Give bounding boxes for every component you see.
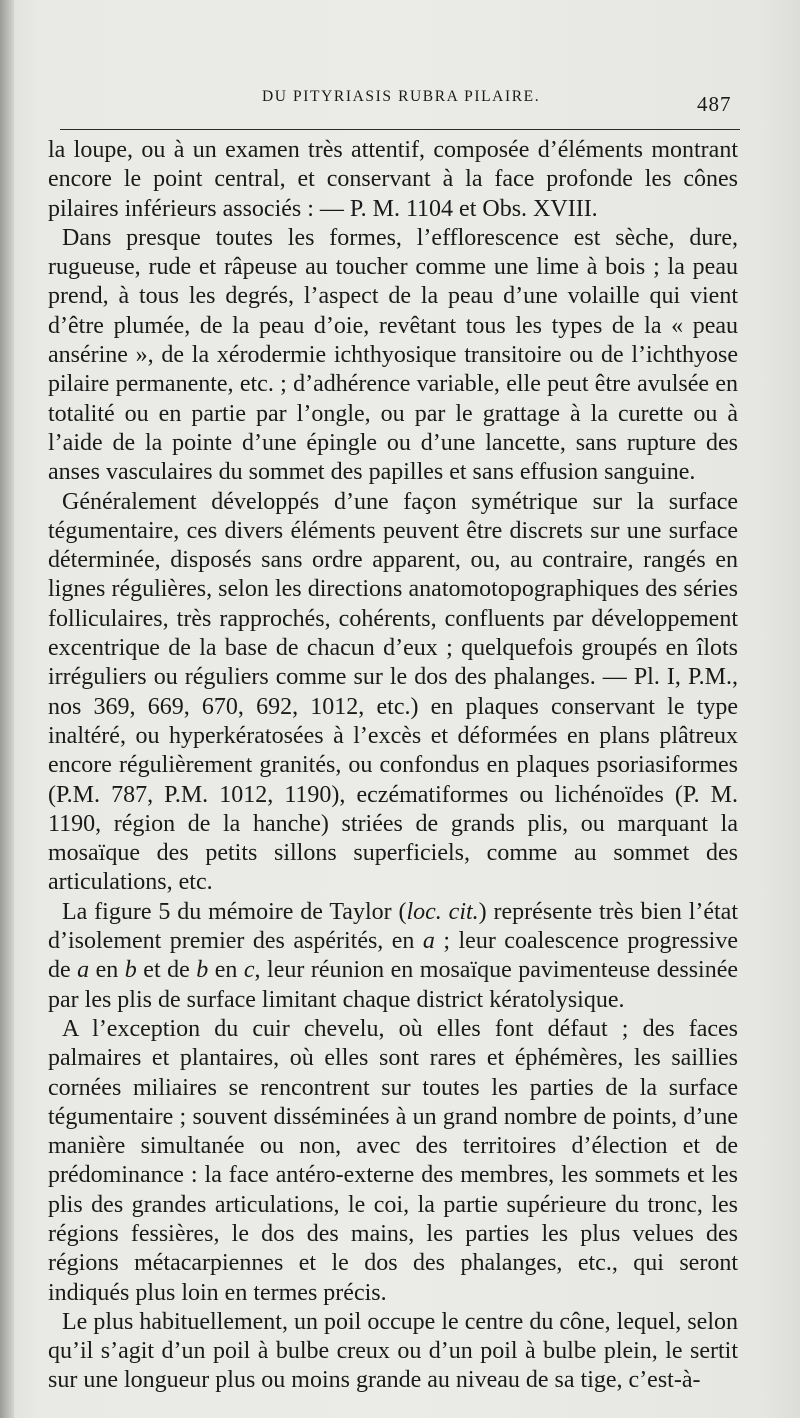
paragraph-3 xyxy=(48,488,738,898)
italic-run: loc. cit. xyxy=(406,898,479,925)
text-run: Le plus habituellement, un poil occupe le centre du cône, lequel, selon qu’il s’agit d’un poil à bulbe creux ou d’un poil à bulbe plein, le sertit sur une longueur plus ou moins grande au niveau de sa tige, c’est-à- xyxy=(48,1308,738,1394)
text-run: et de xyxy=(136,957,197,984)
body-text xyxy=(48,136,738,1396)
paragraph-4 xyxy=(48,898,738,1015)
text-run: Dans presque toutes les formes, l’efflorescence est sèche, dure, rugueuse, rude et râpeuse au toucher comme une lime à bois ; la peau prend, à tous les degrés, l’aspect de la peau d’une volaille qui vient d’être plumée, de la peau d’oie, revêtant tous les types de la « peau ansérine », de la xérodermie ichthyosique transitoire ou de l’ichthyose pilaire permanente, etc. ; d’adhérence variable, elle peut être avulsée en totalité ou en partie par l’ongle, ou par le grattage à la curette ou à l’aide de la pointe d’une épingle ou d’une lancette, sans rupture des anses vasculaires du sommet des papilles et sans effusion sanguine. xyxy=(48,224,738,486)
text-run: en xyxy=(89,957,125,984)
italic-run: b xyxy=(196,957,209,984)
paragraph-1 xyxy=(48,136,738,224)
italic-run: b xyxy=(124,957,137,984)
text-run: La figure 5 du mémoire de Taylor ( xyxy=(62,898,407,925)
paragraph-6 xyxy=(48,1308,738,1396)
italic-run: a xyxy=(422,928,435,955)
header-rule xyxy=(60,129,740,130)
paragraph-5 xyxy=(48,1015,738,1308)
text-run: , leur réunion en mosaïque pavimenteuse dessinée par les plis de surface limitant chaque district kératolysique. xyxy=(48,957,739,1013)
italic-run: c xyxy=(243,957,255,984)
text-run: A l’exception du cuir chevelu, où elles font défaut ; des faces palmaires et plantaires, où elles sont rares et éphémères, les saillies cornées miliaires se rencontrent sur toutes les parties de la surface tégumentaire ; souvent disséminées à un grand nombre de points, d’une manière simultanée ou non, avec des territoires d’élection et de prédominance : la face antéro-externe des membres, les sommets et les plis des grandes articulations, le coi, la partie supérieure du tronc, les régions fessières, le dos des mains, les parties les plus velues des régions métacarpiennes et le dos des phalanges, etc., qui seront indiqués plus loin en termes précis. xyxy=(48,1015,738,1306)
paragraph-2 xyxy=(48,224,738,488)
text-run: ) représente très bien l’état d’isolement premier des aspérités, en xyxy=(48,898,738,955)
text-run: Généralement développés d’une façon symétrique sur la surface tégumentaire, ces divers éléments peuvent être discrets sur une surface déterminée, disposés sans ordre apparent, ou, au contraire, rangés en lignes régulières, selon les directions anatomotopographiques des séries folliculaires, très rapprochés, cohérents, confluents par développement excentrique de la base de chacun d’eux ; quelquefois groupés en îlots irréguliers ou réguliers comme sur le dos des phalanges. — Pl. I, P.M., nos 369, 669, 670, 692, 1012, etc.) en plaques conservant le type inaltéré, ou hyperkératosées à l’excès et déformées en plans plâtreux encore régulièrement granités, ou confondus en plaques psoriasiformes (P.M. 787, P.M. 1012, 1190), eczématiformes ou lichénoïdes (P. M. 1190, région de la hanche) striées de grands plis, ou marquant la mosaïque des petits sillons superficiels, comme au sommet des articulations, etc. xyxy=(48,488,738,896)
running-head: DU PITYRIASIS RUBRA PILAIRE. xyxy=(262,88,541,105)
text-run: en xyxy=(208,957,244,984)
text-run: la loupe, ou à un examen très attentif, composée d’éléments montrant encore le point central, et conservant à la face profonde les cônes pilaires inférieurs associés : — P. M. 1104 et Obs. XVIII. xyxy=(48,137,738,222)
italic-run: a xyxy=(77,957,90,984)
text-run: ; leur coalescence progressive de xyxy=(48,928,738,984)
page-number: 487 xyxy=(697,92,732,116)
spine-shadow xyxy=(0,0,14,1418)
